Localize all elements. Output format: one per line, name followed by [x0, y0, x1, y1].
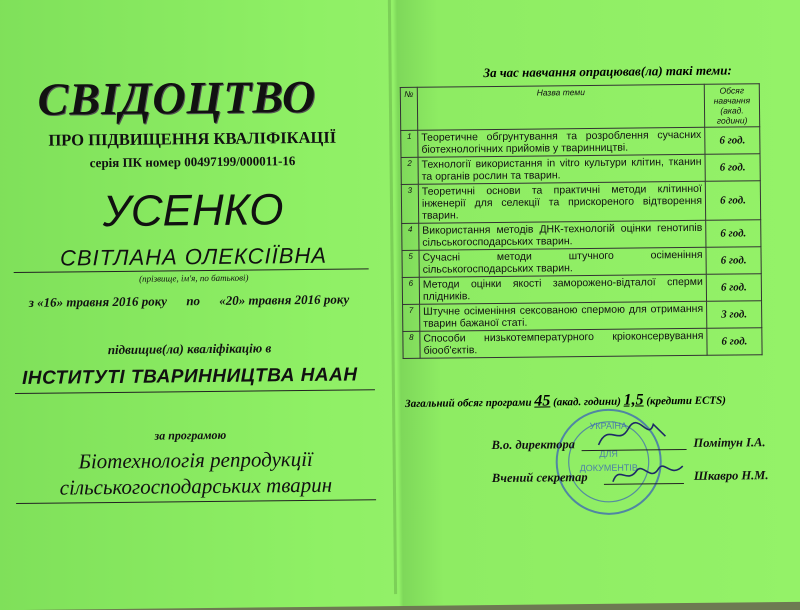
program-name-line-2: сільськогосподарських тварин — [59, 472, 333, 500]
stamp-middle-text-2: ДОКУМЕНТІВ — [579, 462, 638, 474]
date-to-word: по — [186, 293, 201, 309]
topic-hours: 6 год. — [706, 220, 761, 248]
total-hours: 45 — [534, 392, 551, 410]
topic-number: 7 — [403, 304, 420, 331]
table-row — [403, 301, 762, 332]
date-to: «20» травня 2016 року — [219, 291, 350, 308]
topic-number: 2 — [401, 157, 418, 184]
topic-name: Технології використання in vitro культури клітин, тканин та органів рослин та тварин. — [418, 154, 705, 184]
topic-number: 4 — [402, 223, 419, 250]
topic-number: 6 — [402, 277, 419, 304]
name-hint: (прізвище, ім'я, по батькові) — [138, 272, 249, 284]
left-page — [0, 0, 397, 598]
total-credits: 1,5 — [623, 391, 644, 409]
table-row — [401, 127, 760, 158]
director-title: В.о. директора — [491, 437, 575, 453]
right-page — [389, 0, 797, 594]
topics-table — [400, 83, 763, 359]
secretary-title: Вчений секретар — [491, 470, 588, 486]
training-dates — [0, 291, 384, 311]
raised-qualification-text: підвищив(ла) кваліфікацію в — [107, 340, 272, 358]
topic-number: 5 — [402, 250, 419, 277]
topic-number: 1 — [401, 130, 418, 157]
table-row — [402, 247, 761, 278]
certificate-series: серія ПК номер 00497199/000011-16 — [89, 153, 296, 171]
stamp-middle-text-1: ДЛЯ — [599, 448, 618, 459]
institution-underline — [15, 389, 375, 394]
certificate-subtitle: ПРО ПІДВИЩЕННЯ КВАЛІФІКАЦІЇ — [48, 127, 337, 150]
director-name: Помітун І.А. — [693, 435, 766, 450]
col-topic-header: Назва теми — [417, 84, 704, 130]
program-name-line-1: Біотехнологія репродукції — [78, 446, 313, 474]
holder-surname: УСЕНКО — [102, 185, 284, 237]
topic-name: Методи оцінки якості заморожено-відталої сперми плідників. — [419, 274, 706, 304]
table-row — [402, 274, 761, 305]
total-credits-unit: (кредити ECTS) — [646, 394, 726, 408]
table-row — [402, 220, 761, 251]
topic-hours: 6 год. — [705, 127, 760, 155]
secretary-name: Шкавро Н.М. — [693, 468, 769, 483]
col-hours-header: Обсяг навчання (акад. години) — [704, 84, 759, 128]
col-number-header: № — [400, 87, 417, 130]
topic-hours: 6 год. — [707, 328, 762, 356]
institution-name: ІНСТИТУТІ ТВАРИННИЦТВА НААН — [21, 364, 358, 389]
topic-hours: 6 год. — [706, 247, 761, 275]
topic-number: 3 — [401, 184, 418, 223]
topic-name: Теоретичні основи та практичні методи клітинної інженерії для селекції та прискореного відтворення тварин. — [418, 181, 705, 223]
total-prefix: Загальний обсяг програми — [405, 396, 532, 410]
topics-table-body — [401, 127, 762, 359]
table-row — [401, 181, 760, 224]
topic-name: Теоретичне обгрунтування та розроблення сучасних біотехнологічних прийомів у тваринництві. — [418, 127, 705, 157]
topic-hours: 6 год. — [705, 154, 760, 182]
topic-name: Способи низькотемпературного кріоконсервування біооб'єктів. — [420, 328, 707, 358]
secretary-signature — [609, 456, 689, 492]
by-program-label: за програмою — [154, 427, 227, 443]
topic-hours: 6 год. — [705, 181, 760, 221]
topic-hours: 3 год. — [707, 301, 762, 329]
topic-name: Використання методів ДНК-технологій оцінки генотипів сільськогосподарських тварин. — [419, 220, 706, 250]
director-signature — [593, 416, 673, 452]
total-hours-unit: (акад. години) — [552, 395, 621, 409]
topic-number: 8 — [403, 331, 420, 358]
stamp-top-text: УКРАЇНА — [589, 420, 628, 432]
table-row — [403, 328, 762, 359]
topic-hours: 6 год. — [706, 274, 761, 302]
table-header-row — [400, 84, 759, 131]
topics-heading: За час навчання опрацював(ла) такі теми: — [483, 62, 732, 81]
date-from: з «16» травня 2016 року — [28, 293, 168, 310]
certificate-title: СВІДОЦТВО — [37, 70, 317, 125]
holder-given-names: СВІТЛАНА ОЛЕКСІЇВНА — [59, 242, 328, 271]
topic-name: Сучасні методи штучного осіменіння сільськогосподарських тварин. — [419, 247, 706, 277]
table-row — [401, 154, 760, 185]
topic-name: Штучне осіменіння сексованою спермою для отримання тварин бажаної статі. — [420, 301, 707, 331]
